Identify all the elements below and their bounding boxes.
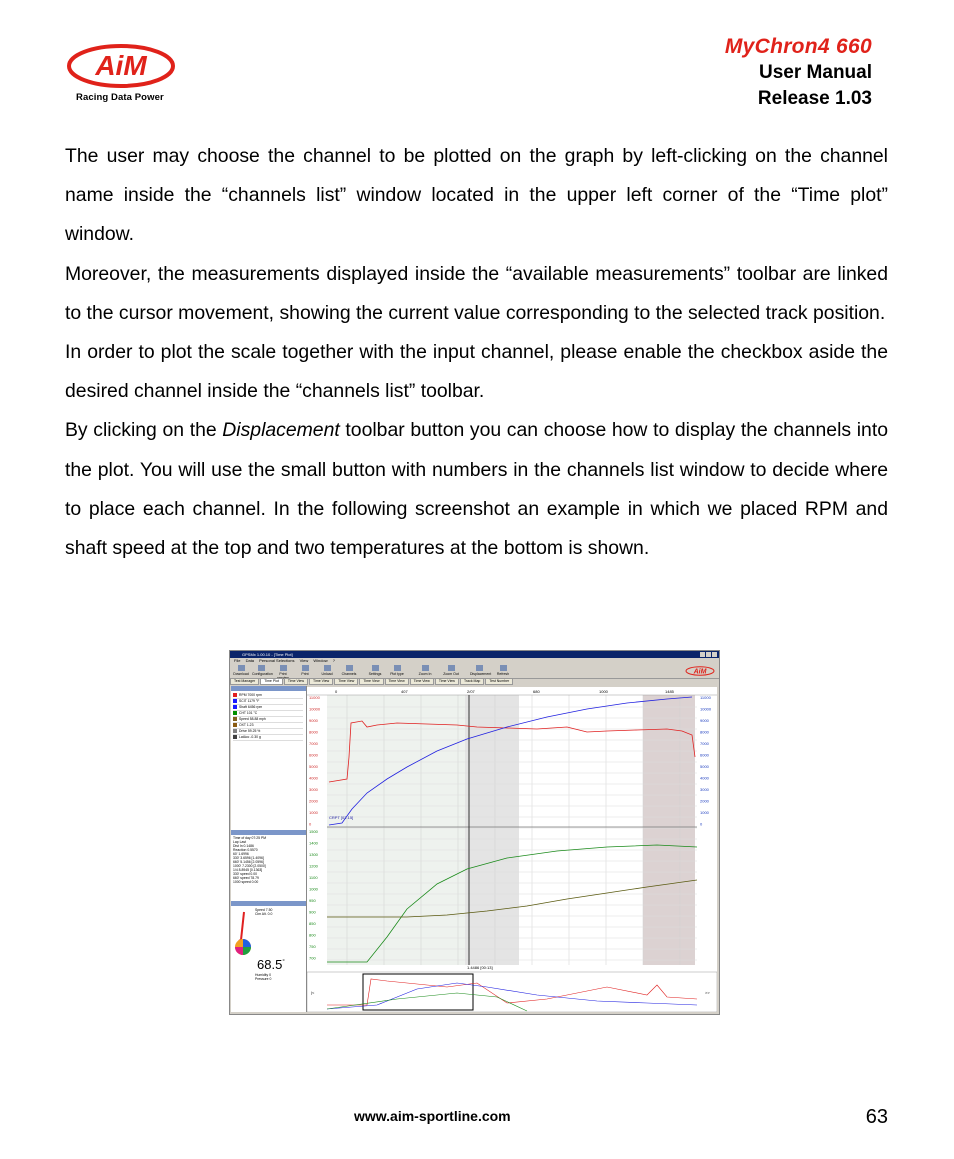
rpm-tick-label: 6000 bbox=[309, 752, 318, 758]
channel-label: RPM 7000 rpm bbox=[239, 693, 262, 697]
measurements-header bbox=[231, 830, 306, 835]
unload-icon bbox=[324, 665, 331, 671]
plot-zone-3 bbox=[643, 695, 695, 965]
document-header bbox=[725, 34, 872, 112]
temp-tick-label: 700 bbox=[309, 955, 316, 961]
displacement-icon bbox=[476, 665, 483, 671]
aim-logo-text: AiM bbox=[95, 50, 147, 81]
time-plot-chart[interactable] bbox=[307, 687, 717, 1012]
rpm-tick-label: 10000 bbox=[309, 706, 321, 712]
menu-view[interactable]: View bbox=[299, 658, 309, 663]
temp-tick-label: 1300 bbox=[309, 852, 318, 857]
shaft-tick-label: 3000 bbox=[700, 787, 709, 792]
channel-label: Shaft 6456 rpm bbox=[239, 705, 263, 709]
footer-url[interactable]: www.aim-sportline.com bbox=[354, 1108, 511, 1124]
refresh-icon bbox=[500, 665, 507, 671]
menu-window[interactable]: Window bbox=[313, 658, 328, 663]
tab-track-map[interactable]: Track Map bbox=[460, 678, 484, 685]
temp-tick-label: 1100 bbox=[309, 875, 318, 880]
shaft-tick-label: 11000 bbox=[700, 695, 711, 700]
gauge-label-speed: Speed 7.50 bbox=[255, 908, 273, 912]
temp-tick-label: 1400 bbox=[309, 840, 318, 846]
temp-tick-label: 1500 bbox=[309, 829, 318, 834]
menu-personal-selections[interactable]: Personal Selections bbox=[259, 658, 295, 663]
paragraph-2: Moreover, the measurements displayed inside the “available measurements” toolbar are linked to the cursor movement, showing the current value corresponding to the selected track position. bbox=[65, 262, 888, 324]
channels-button[interactable]: Channels bbox=[340, 665, 358, 677]
displacement-term: Displacement bbox=[222, 419, 340, 442]
tab-time-view[interactable]: Time View bbox=[410, 678, 434, 685]
measurement-item: 1000' 7.2300 [2.0500] bbox=[233, 864, 266, 868]
app-aim-logo-icon bbox=[685, 666, 715, 676]
channels-list-header bbox=[231, 686, 306, 691]
channel-label: LatAcc -0.30 g bbox=[239, 735, 261, 739]
product-name: MyChron4 660 bbox=[724, 35, 872, 58]
menu-data[interactable]: Data bbox=[245, 658, 255, 663]
top-axis-tick-label: 1485 bbox=[665, 689, 674, 694]
paragraph-1: The user may choose the channel to be plotted on the graph by left-clicking on the channel name inside the “channels list” window located in the upper left corner of the “Time plot” window. bbox=[65, 145, 888, 246]
release-number: Release 1.03 bbox=[757, 88, 872, 109]
print-preview-button[interactable]: Print bbox=[274, 665, 292, 677]
rpm-tick-label: 7000 bbox=[309, 741, 318, 746]
menu-help[interactable]: ? bbox=[332, 658, 335, 663]
shaft-tick-label: 7000 bbox=[700, 741, 709, 746]
rpm-tick-label: 8000 bbox=[309, 729, 318, 735]
rpm-tick-label: 11000 bbox=[309, 695, 320, 700]
tab-test-number[interactable]: Test Number bbox=[485, 678, 513, 685]
temp-tick-label: 1000 bbox=[309, 886, 318, 892]
measurement-item: 330' speed 0.00 bbox=[233, 872, 258, 876]
top-axis-tick-label: 2/07 bbox=[467, 689, 475, 694]
paragraph-4-before: By clicking on the bbox=[65, 419, 223, 442]
measurement-item: Dist In 0.1486 bbox=[233, 844, 254, 848]
close-icon[interactable] bbox=[712, 652, 717, 657]
unload-button[interactable]: Unload bbox=[318, 665, 336, 677]
time-plot-screenshot bbox=[229, 650, 720, 1015]
paragraph-3: In order to plot the scale together with the input channel, please enable the checkbox aside the desired channel inside the “channels list” toolbar. bbox=[65, 341, 888, 403]
rpm-tick-label: 9000 bbox=[309, 718, 318, 723]
rpm-tick-label: 1000 bbox=[309, 810, 318, 815]
tab-test-manager[interactable]: Test Manager bbox=[230, 678, 259, 685]
temp-tick-label: 900 bbox=[309, 909, 316, 915]
tab-time-view[interactable]: Time View bbox=[435, 678, 459, 685]
channel-label: SCIT 1179 °F bbox=[239, 699, 260, 703]
shaft-tick-label: 0 bbox=[700, 821, 703, 827]
zoom-out-icon bbox=[448, 665, 455, 671]
view-tabs bbox=[230, 678, 719, 685]
tab-time-plot[interactable]: Time Plot bbox=[260, 678, 283, 685]
channel-label: Drive 59.25 % bbox=[239, 729, 261, 733]
measurement-item: Lap Last bbox=[233, 840, 247, 844]
shaft-tick-label: 6000 bbox=[700, 752, 709, 758]
cursor-position-label: 1.4486 [00:13] bbox=[467, 965, 493, 970]
print-button[interactable]: Print bbox=[296, 665, 314, 677]
zoom-in-button[interactable]: Zoom In bbox=[416, 665, 434, 677]
tab-time-view[interactable]: Time View bbox=[385, 678, 409, 685]
zoom-in-icon bbox=[422, 665, 429, 671]
temp-tick-label: 800 bbox=[309, 932, 316, 938]
tab-time-view[interactable]: Time View bbox=[284, 678, 308, 685]
aim-logo bbox=[66, 42, 181, 104]
menu-file[interactable]: File bbox=[234, 658, 241, 663]
shaft-tick-label: 10000 bbox=[700, 706, 712, 712]
logo-tagline: Racing Data Power bbox=[76, 92, 164, 103]
measurement-item: 660' 5.1456 [2.0596] bbox=[233, 860, 264, 864]
overview-strip[interactable] bbox=[307, 972, 717, 1012]
shaft-tick-label: 8000 bbox=[700, 729, 709, 735]
temp-tick-label: 750 bbox=[309, 944, 316, 949]
channel-label: CHT 101 °C bbox=[239, 711, 258, 715]
aim-logo-mark bbox=[66, 42, 176, 90]
minimize-icon[interactable] bbox=[700, 652, 705, 657]
download-button[interactable]: Download bbox=[232, 665, 250, 677]
channel-label: OXT 1.23 bbox=[239, 723, 254, 727]
color-wheel-icon bbox=[234, 938, 252, 956]
toolbar bbox=[230, 664, 719, 679]
measurement-item: 1/4 8.8945 [0.1363] bbox=[233, 868, 263, 872]
shaft-tick-label: 4000 bbox=[700, 775, 709, 781]
top-axis-tick-label: 0 bbox=[335, 689, 338, 694]
overview-left-arrow-icon[interactable]: |< bbox=[311, 990, 315, 995]
channel-color-swatch bbox=[233, 735, 237, 739]
shaft-tick-label: 1000 bbox=[700, 810, 709, 815]
configuration-icon bbox=[258, 665, 265, 671]
print-icon bbox=[302, 665, 309, 671]
measurement-item: 660' speed 78.79 bbox=[233, 876, 259, 880]
measurement-item: 1000 speed 0.00 bbox=[233, 880, 259, 884]
doc-type: User Manual bbox=[759, 62, 872, 83]
shaft-tick-label: 5000 bbox=[700, 764, 709, 769]
measurement-item: 330' 3.6596 [1.4096] bbox=[233, 856, 264, 860]
top-axis-tick-label: 407 bbox=[401, 689, 408, 694]
tab-time-view[interactable]: Time View bbox=[334, 678, 358, 685]
maximize-icon[interactable] bbox=[706, 652, 711, 657]
rpm-tick-label: 3000 bbox=[309, 787, 318, 792]
temp-tick-label: 1200 bbox=[309, 863, 318, 869]
channel-color-swatch bbox=[233, 729, 237, 733]
rpm-tick-label: 0 bbox=[309, 821, 312, 827]
tab-time-view[interactable]: Time View bbox=[359, 678, 383, 685]
page-number: 63 bbox=[865, 1106, 888, 1128]
temp-tick-label: 950 bbox=[309, 898, 316, 903]
channel-color-swatch bbox=[233, 717, 237, 721]
gauge-temperature-value: 68.5° bbox=[257, 957, 285, 972]
gauge-label-pressure: Pressure 0 bbox=[255, 977, 272, 981]
channels-icon bbox=[346, 665, 353, 671]
print-preview-icon bbox=[280, 665, 287, 671]
displacement-button[interactable]: Displacement bbox=[470, 665, 488, 677]
zoom-out-button[interactable]: Zoom Out bbox=[442, 665, 460, 677]
overview-right-arrow-icon[interactable]: >> bbox=[705, 990, 710, 995]
measurement-item: Time of day 07:25 PM bbox=[233, 836, 267, 840]
channel-color-swatch bbox=[233, 711, 237, 715]
svg-text:AiM: AiM bbox=[693, 668, 707, 676]
channel-label: Speed 58.88 mph bbox=[239, 717, 266, 721]
plot-type-button[interactable]: Plot type bbox=[388, 665, 406, 677]
shaft-tick-label: 9000 bbox=[700, 718, 709, 723]
top-axis-tick-label: 1000 bbox=[599, 689, 608, 694]
tab-time-view[interactable]: Time View bbox=[309, 678, 333, 685]
channel-row[interactable] bbox=[233, 735, 303, 741]
channels-list-panel bbox=[231, 686, 307, 1012]
channel-color-swatch bbox=[233, 699, 237, 703]
paragraph-4 bbox=[65, 411, 888, 568]
settings-button[interactable]: Settings bbox=[366, 665, 384, 677]
window-title: GPSMx 1.00.10 - [Time Plot] bbox=[242, 652, 293, 657]
paragraph-4-after: toolbar button you can choose how to display the channels into the plot. You will use the small button with numbers in the channels list window to decide where to place each channel. In the following screenshot an example in which we placed RPM and shaft speed at the top and two temperatures at the bottom is shown. bbox=[65, 419, 888, 560]
plot-type-icon bbox=[394, 665, 401, 671]
measurement-item: 60' 1.6996 bbox=[233, 852, 249, 856]
gauge-header bbox=[231, 901, 306, 906]
plot-zone-2 bbox=[465, 695, 519, 965]
shaft-tick-label: 2000 bbox=[700, 798, 709, 804]
settings-icon bbox=[372, 665, 379, 671]
cursor-readout: CRPT [02.15] bbox=[329, 815, 354, 820]
gauge-label-altitude: Cim Alt. 0.0 bbox=[255, 912, 273, 916]
temp-tick-label: 850 bbox=[309, 921, 316, 926]
window-titlebar bbox=[230, 651, 719, 658]
rpm-tick-label: 2000 bbox=[309, 798, 318, 804]
top-axis-tick-label: 680 bbox=[533, 689, 540, 694]
body-text bbox=[65, 137, 888, 568]
rpm-tick-label: 5000 bbox=[309, 764, 318, 769]
refresh-button[interactable]: Refresh bbox=[494, 665, 512, 677]
download-icon bbox=[238, 665, 245, 671]
channel-color-swatch bbox=[233, 705, 237, 709]
configuration-button[interactable]: Configuration bbox=[252, 665, 270, 677]
gauge-label-humidity: Humidity 0 bbox=[255, 973, 272, 977]
rpm-tick-label: 4000 bbox=[309, 775, 318, 781]
measurements-list bbox=[233, 836, 266, 884]
measurement-item: Reaction 0.5570 bbox=[233, 848, 258, 852]
channel-color-swatch bbox=[233, 723, 237, 727]
channel-color-swatch bbox=[233, 693, 237, 697]
